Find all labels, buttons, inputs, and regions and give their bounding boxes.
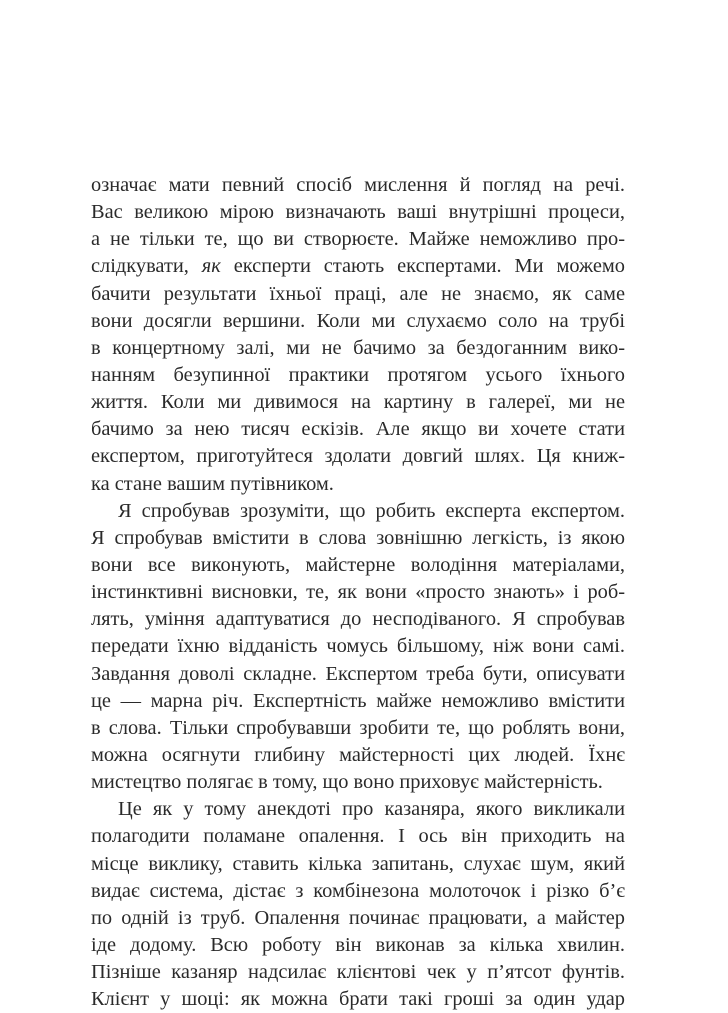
text-line: це — марна річ. Експертність майже неможливо вмістити [91, 689, 625, 712]
text-line [91, 253, 625, 280]
text-line: бачити результати їхньої праці, але не знаємо, як саме [91, 282, 625, 305]
text-segment: слідкувати, [91, 255, 202, 278]
text-line: в концертному залі, ми не бачимо за бездоганним вико- [91, 336, 625, 359]
text-line: життя. Коли ми дивимося на картину в галереї, ми не [91, 391, 625, 414]
text-line: бачимо за нею тисяч ескізів. Але якщо ви хочете стати [91, 418, 625, 441]
paragraph [91, 498, 625, 797]
body-text [91, 172, 625, 1013]
text-line: Вас великою мірою визначають ваші внутрішні процеси, [91, 201, 625, 224]
text-line: Я спробував зрозуміти, що робить експерта експертом. [118, 499, 625, 522]
text-line: в слова. Тільки спробувавши зробити те, що роблять вони, [91, 716, 625, 739]
text-line: ка стане вашим путівником. [91, 472, 334, 495]
text-line: а не тільки те, що ви створюєте. Майже неможливо про- [91, 228, 625, 251]
text-line: полагодити поламане опалення. І ось він приходить на [91, 825, 625, 848]
text-line: Пізніше казаняр надсилає клієнтові чек у п’ятсот фунтів. [91, 961, 625, 984]
text-line: Це як у тому анекдоті про казаняра, якого викликали [118, 798, 625, 821]
text-line: місце виклику, ставить кілька запитань, слухає шум, який [91, 852, 625, 875]
text-line: експертом, приготуйтеся здолати довгий шлях. Ця книж- [91, 445, 625, 468]
text-line: нанням безупинної практики протягом усього їхнього [91, 363, 625, 386]
emphasis-text: як [201, 255, 221, 278]
text-line: Завдання доволі складне. Експертом треба бути, описувати [91, 662, 625, 685]
paragraph [91, 796, 625, 1013]
text-line: іде додому. Всю роботу він виконав за кілька хвилин. [91, 933, 625, 956]
text-line: передати їхню відданість чомусь більшому, ніж вони самі. [91, 635, 625, 658]
text-line: вони досягли вершини. Коли ми слухаємо соло на трубі [91, 309, 625, 332]
text-line: мистецтво полягає в тому, що воно приховує майстерність. [91, 771, 603, 794]
text-line: Я спробував вмістити в слова зовнішню легкість, із якою [91, 526, 625, 549]
text-line: означає мати певний спосіб мислення й погляд на речі. [91, 174, 625, 196]
text-segment: експерти стають експертами. Ми можемо [220, 255, 625, 278]
paragraph [91, 172, 625, 498]
text-line: можна осягнути глибину майстерності цих людей. Їхнє [91, 743, 625, 766]
text-line: по одній із труб. Опалення починає працювати, а майстер [91, 906, 625, 929]
text-line: Клієнт у шоці: як можна брати такі гроші за один удар [91, 988, 625, 1011]
text-line: лять, уміння адаптуватися до несподіваного. Я спробував [91, 608, 625, 631]
text-line: інстинктивні висновки, те, як вони «просто знають» і роб- [91, 581, 625, 604]
text-line: видає система, дістає з комбінезона молоточок і різко б’є [91, 879, 625, 902]
text-line: вони все виконують, майстерне володіння матеріалами, [91, 553, 625, 576]
